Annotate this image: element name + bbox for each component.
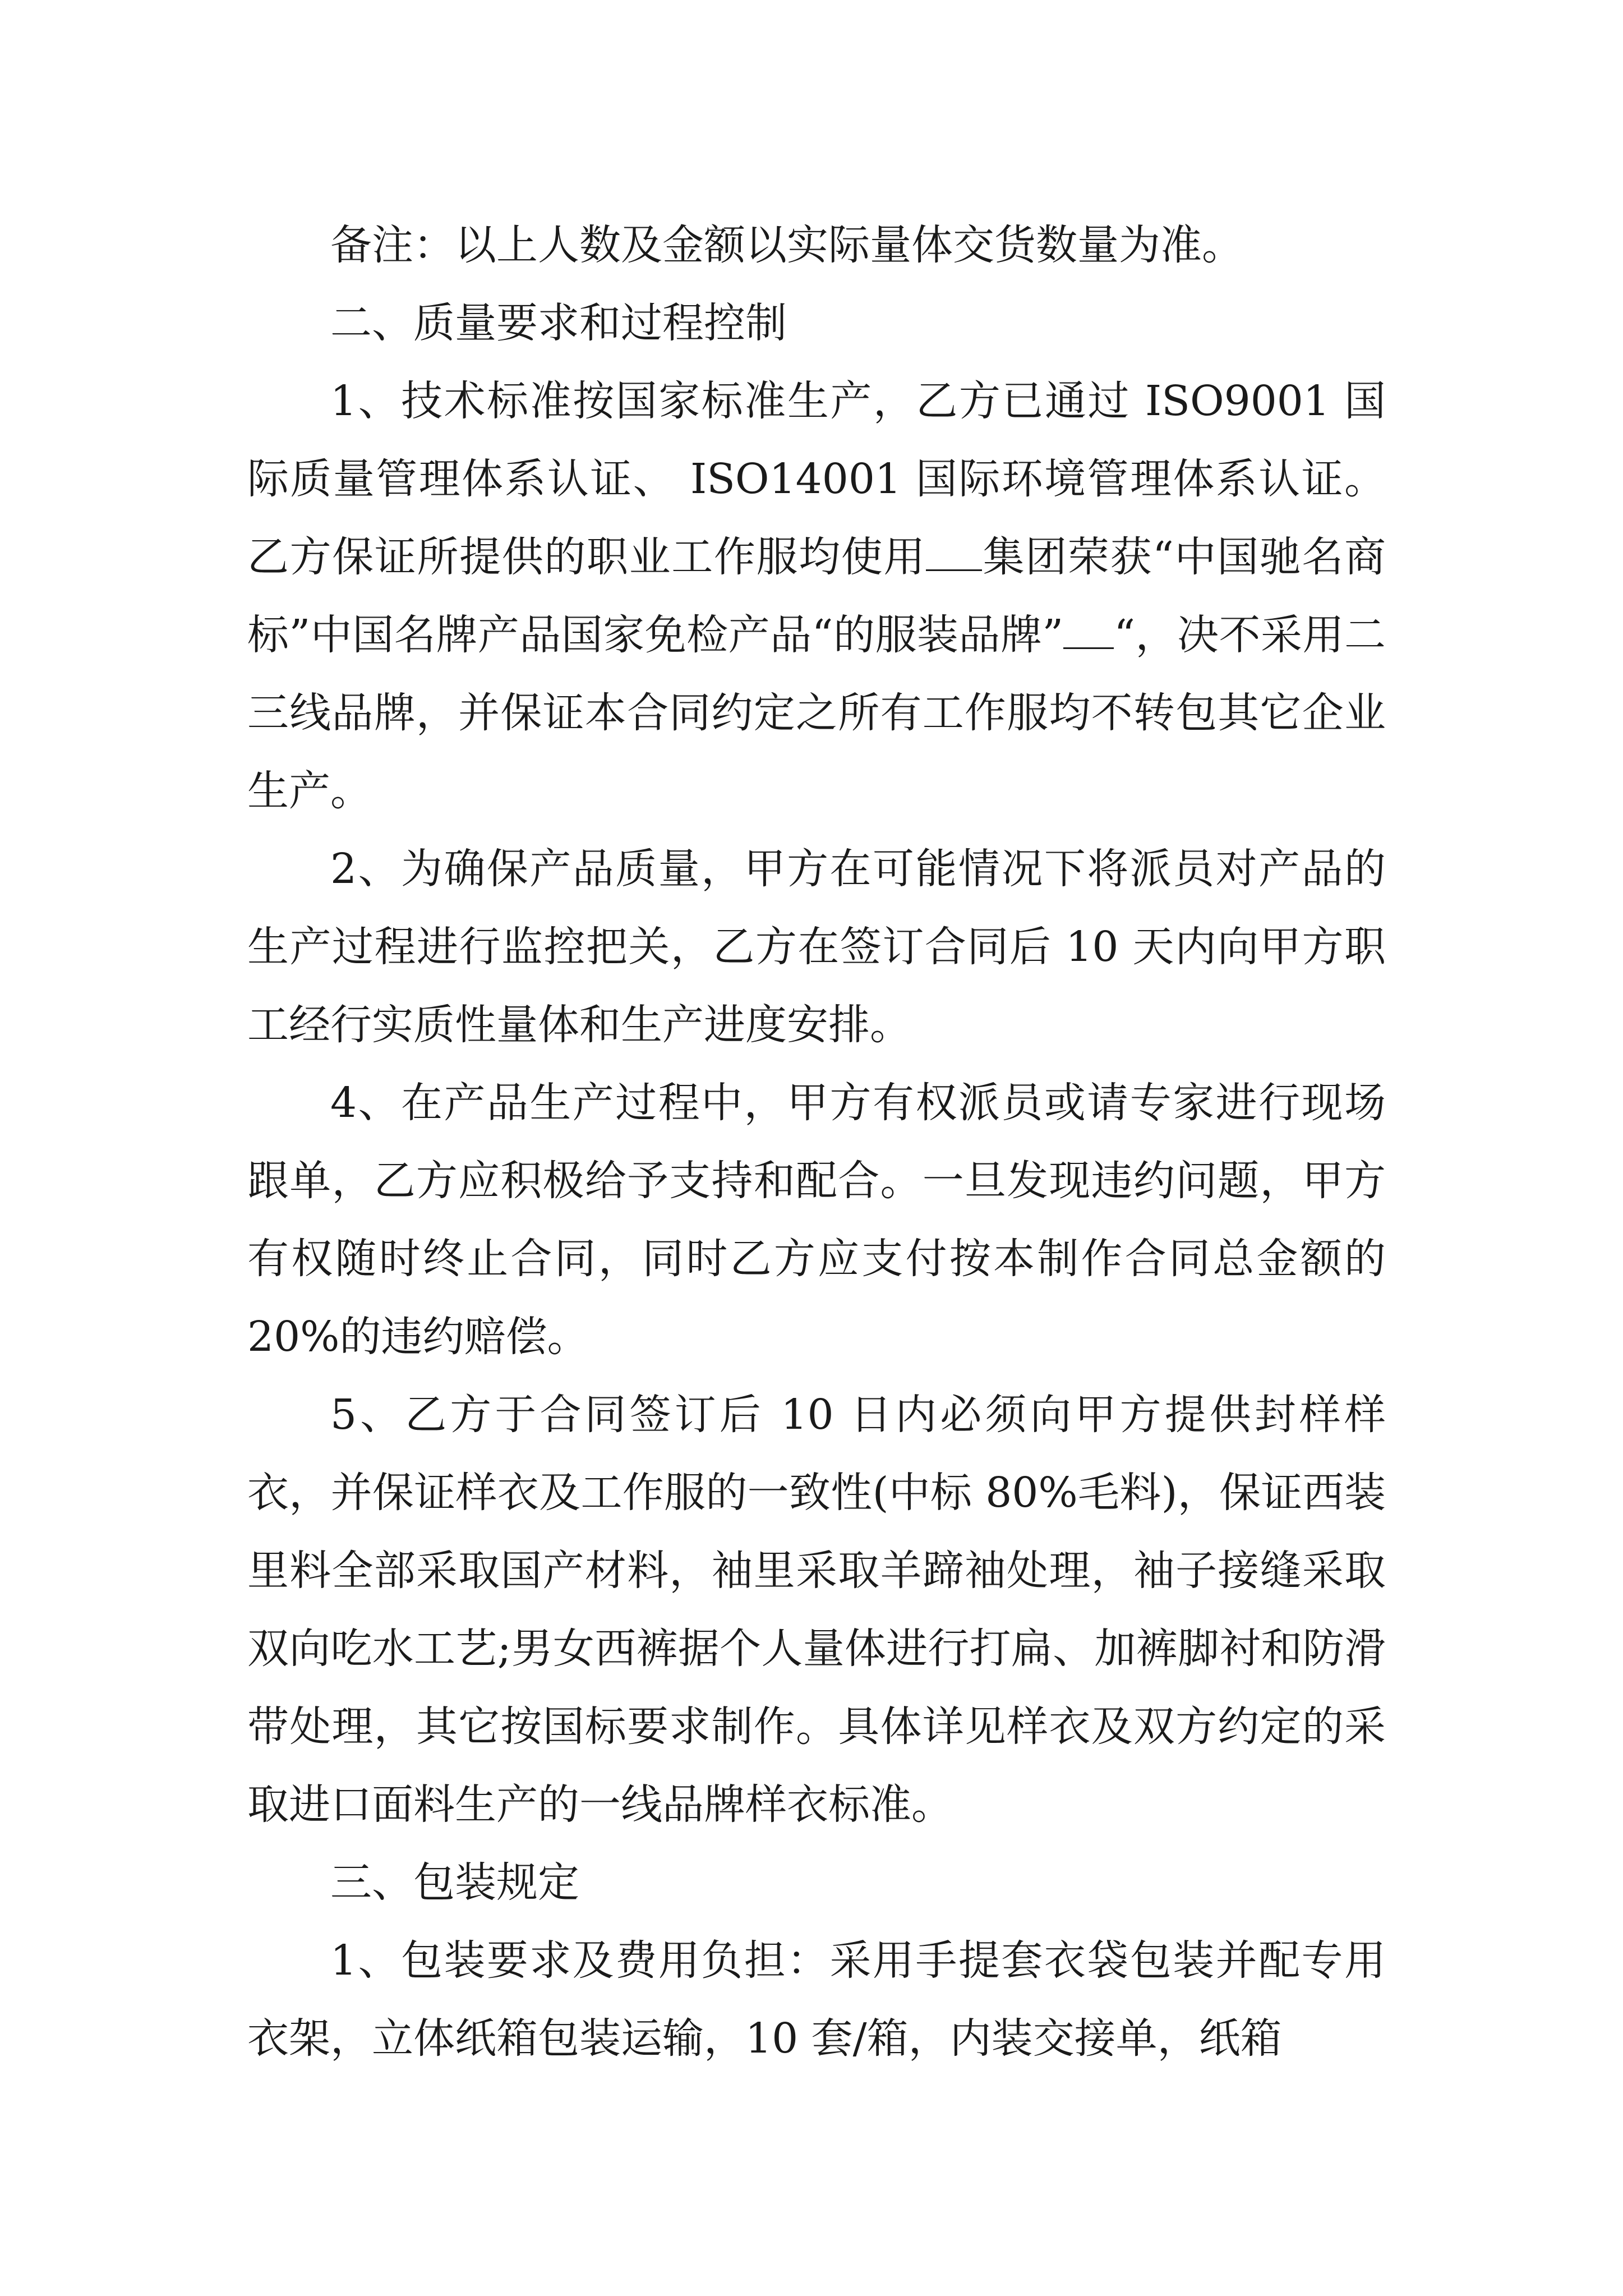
document-body bbox=[247, 206, 1386, 2078]
quality-item-1 bbox=[247, 362, 1386, 830]
quality-item-1-text-b: 集团荣获“中国驰名商标”中国名牌产品国家免检产品“的服装品牌” bbox=[247, 533, 1386, 659]
blank-field bbox=[926, 532, 982, 571]
note-paragraph: 备注：以上人数及金额以实际量体交货数量为准。 bbox=[330, 221, 1243, 269]
quality-item-1-text-a: 1、技术标准按国家标准生产，乙方已通过 ISO9001 国际质量管理体系认证、 ISO14001 国际环境管理体系认证。乙方保证所提供的职业工作服均使用 bbox=[247, 377, 1386, 581]
quality-item-2: 2、为确保产品质量，甲方在可能情况下将派员对产品的生产过程进行监控把关，乙方在签订合同后 10 天内向甲方职工经行实质性量体和生产进度安排。 bbox=[247, 845, 1386, 1049]
section-heading-packaging: 三、包装规定 bbox=[330, 1858, 579, 1907]
section-heading-quality: 二、质量要求和过程控制 bbox=[330, 299, 787, 347]
quality-item-1-text-c: “，决不采用二三线品牌，并保证本合同约定之所有工作服均不转包其它企业生产。 bbox=[247, 611, 1386, 815]
quality-item-4: 4、在产品生产过程中，甲方有权派员或请专家进行现场跟单，乙方应积极给予支持和配合。一旦发现违约问题，甲方有权随时终止合同，同时乙方应支付按本制作合同总金额的 20%的违约赔偿。 bbox=[247, 1079, 1386, 1361]
quality-item-5: 5、乙方于合同签订后 10 日内必须向甲方提供封样样衣，并保证样衣及工作服的一致性(中标 80%毛料)，保证西装里料全部采取国产材料，袖里采取羊蹄袖处理，袖子接缝采取双向吃水工艺;男女西裤据个人量体进行打扁、加裤脚衬和防滑带处理，其它按国标要求制作。具体详见样衣及双方约定的采取进口面料生产的一线品牌样衣标准。 bbox=[247, 1391, 1386, 1829]
packaging-item-1: 1、包装要求及费用负担：采用手提套衣袋包装并配专用衣架，立体纸箱包装运输，10 套/箱，内装交接单，纸箱 bbox=[247, 1936, 1386, 2063]
blank-field bbox=[1063, 610, 1114, 649]
